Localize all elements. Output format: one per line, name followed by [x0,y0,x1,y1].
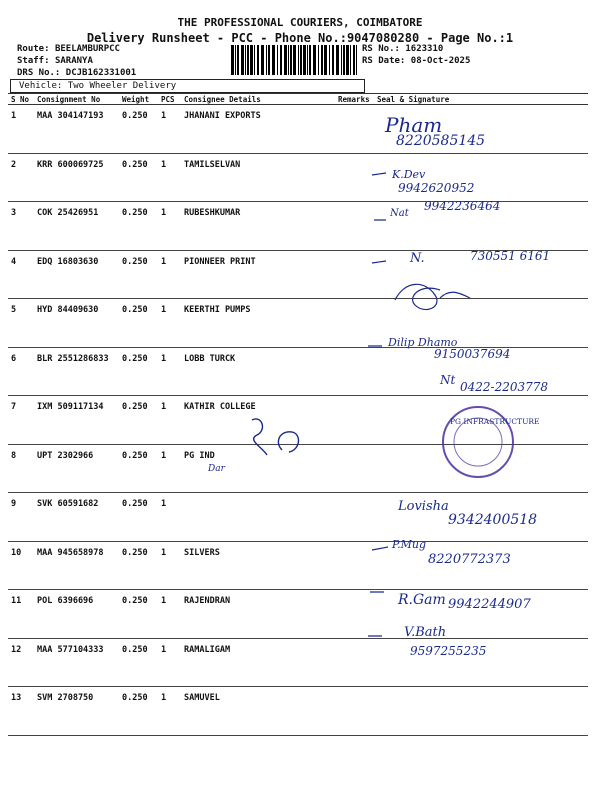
cell-consignee [181,493,335,542]
rs-date-label: RS Date: [362,56,406,66]
cell-remarks [335,250,374,299]
col-weight: Weight [119,94,158,105]
table-row [8,590,588,639]
rs-no-value: 1623310 [405,44,444,54]
svg-text:Dar: Dar [208,464,225,474]
table-row [8,444,588,493]
signature-row-3: Nat [390,208,409,219]
phone-row-6: 9150037694 [434,347,511,361]
runsheet-subtitle: Delivery Runsheet - PCC - Phone No.:9047080280 - Page No.:1 [86,31,514,45]
cell-seal-signature [374,153,588,202]
barcode-image [231,45,357,75]
company-title: THE PROFESSIONAL COURIERS, COIMBATORE [177,16,423,29]
cell-remarks [335,687,374,736]
staff-line [17,56,93,66]
cell-sno: 13 [8,687,34,736]
cell-seal-signature [374,541,588,590]
cell-consignee: KATHIR COLLEGE [181,396,335,445]
cell-consignee: SAMUVEL [181,687,335,736]
cell-weight: 0.250 [119,444,158,493]
phone-row-10: 9342400518 [448,512,538,528]
drs-line [17,68,136,78]
cell-seal-signature [374,687,588,736]
signature-row-7: Nt [440,373,456,387]
phone-row-2: 9942620952 [398,181,475,195]
cell-consignee: PG IND [181,444,335,493]
cell-sno: 5 [8,299,34,348]
phone-row-1: 8220585145 [396,133,486,149]
cell-sno: 10 [8,541,34,590]
table-row [8,687,588,736]
cell-weight: 0.250 [119,202,158,251]
cell-sno: 3 [8,202,34,251]
cell-pcs: 1 [158,638,181,687]
cell-weight: 0.250 [119,153,158,202]
col-remarks: Remarks [335,94,374,105]
cell-consignment: KRR 600069725 [34,153,119,202]
cell-sno: 1 [8,105,34,154]
cell-consignment: UPT 2302966 [34,444,119,493]
col-pcs: PCS [158,94,181,105]
cell-seal-signature [374,202,588,251]
cell-consignee: PIONNEER PRINT [181,250,335,299]
cell-seal-signature [374,347,588,396]
cell-sno: 7 [8,396,34,445]
cell-pcs: 1 [158,250,181,299]
cell-consignment: COK 25426951 [34,202,119,251]
signature-row-1: Pham [385,113,443,137]
col-consignment: Consignment No [34,94,119,105]
signature-row-13: V.Bath [404,625,447,640]
cell-pcs: 1 [158,493,181,542]
cell-consignee: SILVERS [181,541,335,590]
cell-consignee: RAJENDRAN [181,590,335,639]
phone-row-3: 9942236464 [424,199,501,213]
cell-seal-signature [374,105,588,154]
table-row [8,541,588,590]
cell-consignee: LOBB TURCK [181,347,335,396]
cell-remarks [335,347,374,396]
table-row [8,396,588,445]
cell-weight: 0.250 [119,687,158,736]
cell-sno: 6 [8,347,34,396]
cell-sno: 8 [8,444,34,493]
cell-consignee: KEERTHI PUMPS [181,299,335,348]
cell-weight: 0.250 [119,105,158,154]
cell-consignment: HYD 84409630 [34,299,119,348]
cell-seal-signature [374,590,588,639]
cell-weight: 0.250 [119,638,158,687]
cell-consignment: MAA 304147193 [34,105,119,154]
cell-pcs: 1 [158,590,181,639]
table-row [8,202,588,251]
phone-row-12: 9942244907 [448,597,531,612]
cell-sno: 11 [8,590,34,639]
signature-row-11: P.Mug [392,538,427,551]
cell-consignee: RUBESHKUMAR [181,202,335,251]
col-seal-signature: Seal & Signature [374,94,588,105]
rs-no-label: RS No.: [362,44,400,54]
cell-remarks [335,444,374,493]
col-consignee: Consignee Details [181,94,335,105]
cell-pcs: 1 [158,202,181,251]
cell-consignment: POL 6396696 [34,590,119,639]
cell-pcs: 1 [158,396,181,445]
table-row [8,153,588,202]
table-row [8,638,588,687]
vehicle-line [10,79,365,93]
vehicle-label: Vehicle: [19,81,63,91]
cell-seal-signature [374,638,588,687]
col-sno: S No [8,94,34,105]
cell-weight: 0.250 [119,590,158,639]
cell-pcs: 1 [158,541,181,590]
cell-pcs: 1 [158,299,181,348]
cell-remarks [335,299,374,348]
cell-remarks [335,396,374,445]
cell-weight: 0.250 [119,396,158,445]
cell-consignment: MAA 945658978 [34,541,119,590]
cell-consignment: MAA 577104333 [34,638,119,687]
cell-pcs: 1 [158,444,181,493]
cell-seal-signature [374,250,588,299]
cell-consignment: SVK 60591682 [34,493,119,542]
cell-remarks [335,638,374,687]
cell-remarks [335,105,374,154]
runsheet-table [8,93,588,736]
cell-seal-signature [374,396,588,445]
cell-remarks [335,541,374,590]
phone-row-11: 8220772373 [428,552,511,567]
stamp-text: PG INFRASTRUCTURE [450,417,540,426]
phone-row-13: 9597255235 [410,644,487,658]
cell-weight: 0.250 [119,347,158,396]
table-header-row [8,94,588,105]
signature-row-12: R.Gam [398,592,446,608]
cell-remarks [335,202,374,251]
table-row [8,493,588,542]
staff-label: Staff: [17,56,50,66]
cell-sno: 4 [8,250,34,299]
route-label: Route: [17,44,50,54]
cell-weight: 0.250 [119,541,158,590]
cell-sno: 12 [8,638,34,687]
cell-seal-signature [374,493,588,542]
cell-consignment: SVM 2708750 [34,687,119,736]
table-row [8,299,588,348]
cell-consignment: EDQ 16803630 [34,250,119,299]
cell-pcs: 1 [158,105,181,154]
drs-value: DCJB162331001 [65,68,137,78]
route-value: BEELAMBURPCC [54,44,120,54]
rs-date-value: 08-Oct-2025 [410,56,471,66]
signature-row-4: N. [410,251,425,266]
cell-seal-signature [374,299,588,348]
cell-weight: 0.250 [119,493,158,542]
cell-consignment: BLR 2551286833 [34,347,119,396]
signature-row-10: Lovisha [398,499,449,514]
rs-date-line [362,56,470,66]
phone-row-4: 730551 6161 [470,249,551,263]
cell-weight: 0.250 [119,250,158,299]
cell-remarks [335,153,374,202]
cell-pcs: 1 [158,687,181,736]
cell-weight: 0.250 [119,299,158,348]
table-row [8,347,588,396]
cell-consignee: TAMILSELVAN [181,153,335,202]
phone-row-7: 0422-2203778 [460,380,549,394]
cell-sno: 9 [8,493,34,542]
rs-no-line [362,44,443,54]
cell-consignment: IXM 509117134 [34,396,119,445]
table-row [8,105,588,154]
vehicle-value: Two Wheeler Delivery [67,81,177,91]
signature-row-2: K.Dev [392,168,426,181]
cell-seal-signature [374,444,588,493]
cell-remarks [335,493,374,542]
signature-row-6: Dilip Dhamo [388,336,458,349]
cell-pcs: 1 [158,153,181,202]
staff-value: SARANYA [54,56,93,66]
cell-remarks [335,590,374,639]
cell-consignee: RAMALIGAM [181,638,335,687]
cell-pcs: 1 [158,347,181,396]
route-line [17,44,120,54]
cell-consignee: JHANANI EXPORTS [181,105,335,154]
table-row [8,250,588,299]
cell-sno: 2 [8,153,34,202]
drs-label: DRS No.: [17,68,61,78]
